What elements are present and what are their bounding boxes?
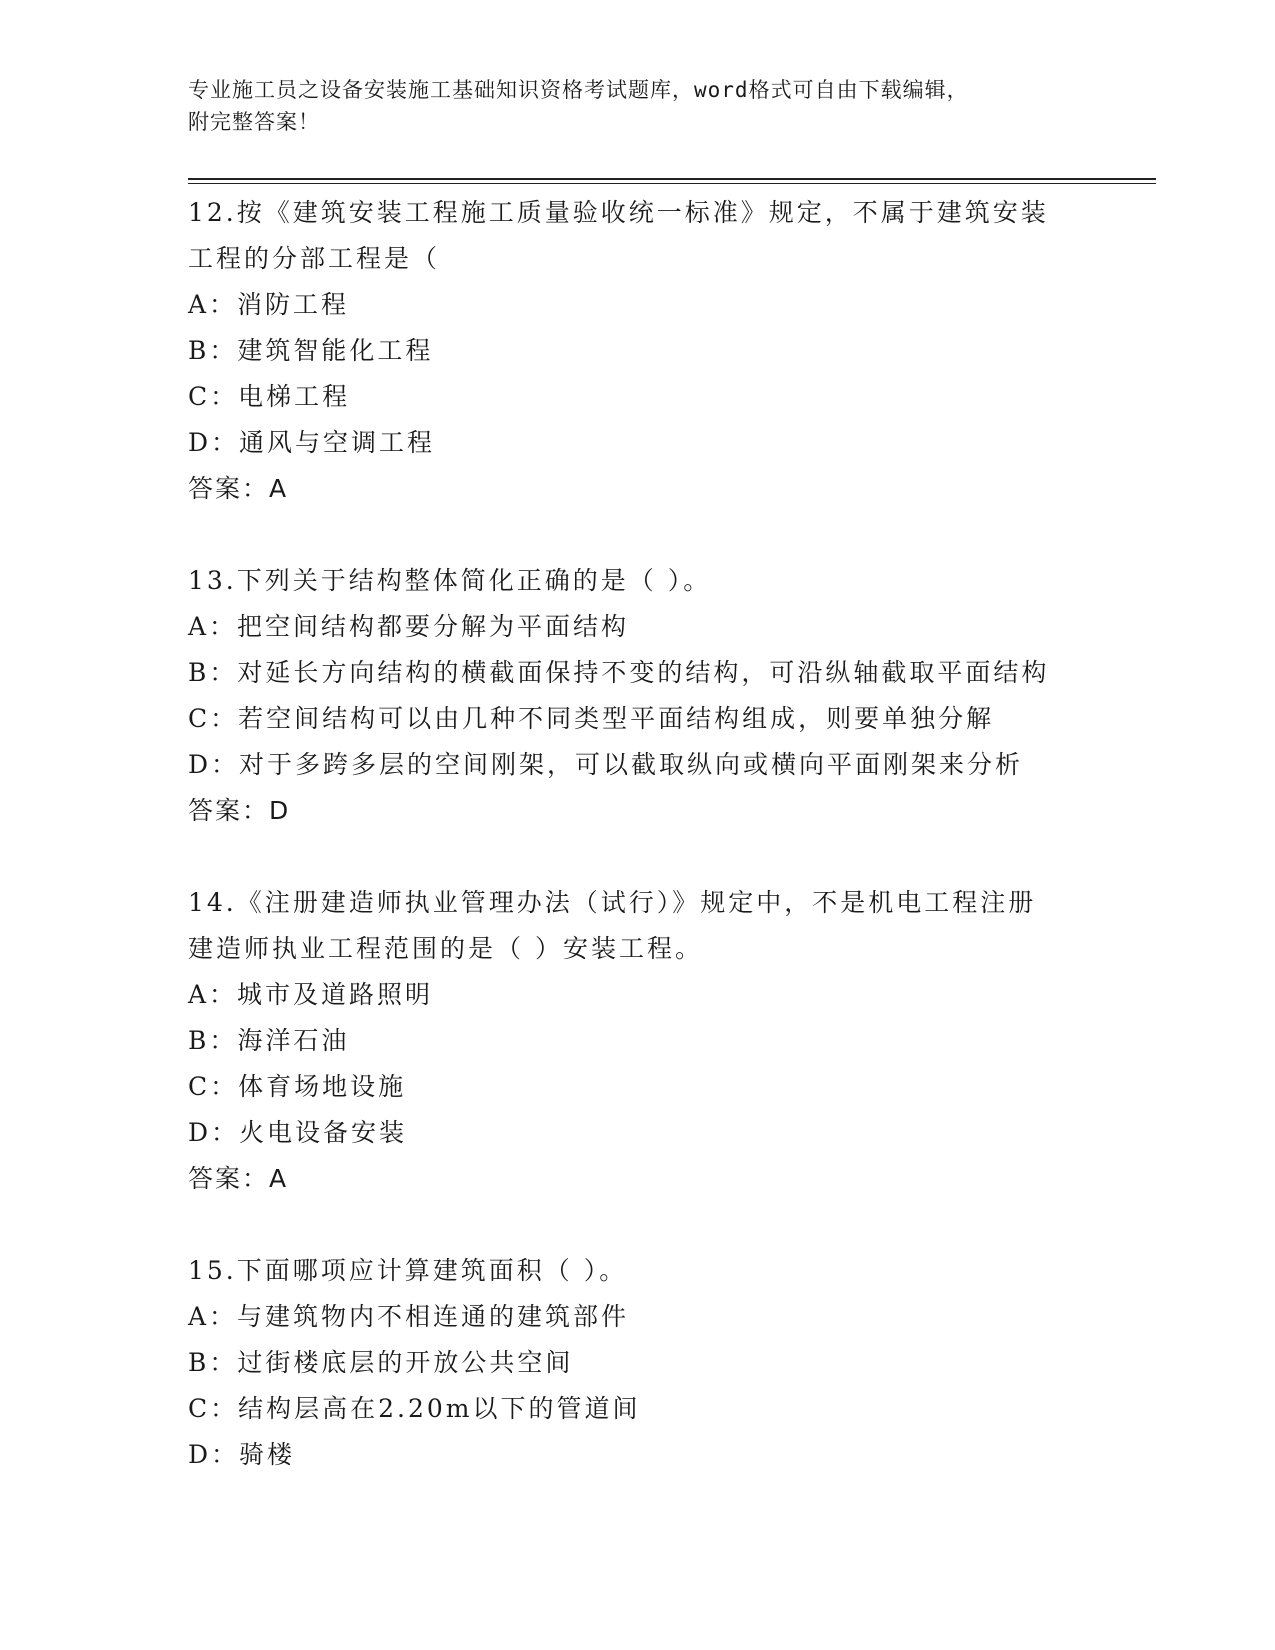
header-divider-thin (188, 183, 1156, 184)
option-d: D：骑楼 (188, 1440, 296, 1469)
document-header (188, 74, 1088, 138)
question-stem-line: 14.《注册建造师执业管理办法（试行）》规定中，不是机电工程注册 (188, 888, 1037, 917)
question-13 (188, 558, 1088, 834)
answer-line: 答案：D (188, 796, 291, 825)
question-stem-line: 建造师执业工程范围的是（ ）安装工程。 (188, 934, 703, 963)
option-a: A：消防工程 (188, 290, 350, 319)
option-d: D：通风与空调工程 (188, 428, 436, 457)
option-c: C：若空间结构可以由几种不同类型平面结构组成，则要单独分解 (188, 704, 995, 733)
option-d: D：火电设备安装 (188, 1118, 408, 1147)
question-15 (188, 1248, 1088, 1478)
option-b: B：对延长方向结构的横截面保持不变的结构，可沿纵轴截取平面结构 (188, 658, 1050, 687)
option-d: D：对于多跨多层的空间刚架，可以截取纵向或横向平面刚架来分析 (188, 750, 1024, 779)
option-b: B：海洋石油 (188, 1026, 350, 1055)
option-a: A：把空间结构都要分解为平面结构 (188, 612, 630, 641)
question-12 (188, 190, 1088, 512)
question-list (188, 190, 1088, 1478)
option-b: B：建筑智能化工程 (188, 336, 434, 365)
header-divider-thick (188, 178, 1156, 180)
question-14 (188, 880, 1088, 1202)
question-stem-line: 工程的分部工程是（ (188, 244, 441, 273)
option-a: A：城市及道路照明 (188, 980, 434, 1009)
option-c: C：体育场地设施 (188, 1072, 407, 1101)
answer-line: 答案：A (188, 1164, 289, 1193)
option-a: A：与建筑物内不相连通的建筑部件 (188, 1302, 630, 1331)
answer-line: 答案：A (188, 474, 289, 503)
header-line-2: 附完整答案！ (188, 110, 320, 134)
question-stem-line: 12.按《建筑安装工程施工质量验收统一标准》规定，不属于建筑安装 (188, 198, 1049, 227)
option-c: C：电梯工程 (188, 382, 351, 411)
question-stem-line: 13.下列关于结构整体简化正确的是（ ）。 (188, 566, 712, 595)
header-line-1: 专业施工员之设备安装施工基础知识资格考试题库，word格式可自由下载编辑， (188, 78, 969, 102)
question-stem-line: 15.下面哪项应计算建筑面积（ ）。 (188, 1256, 628, 1285)
option-b: B：过街楼底层的开放公共空间 (188, 1348, 574, 1377)
option-c: C：结构层高在2.20m以下的管道间 (188, 1394, 641, 1423)
